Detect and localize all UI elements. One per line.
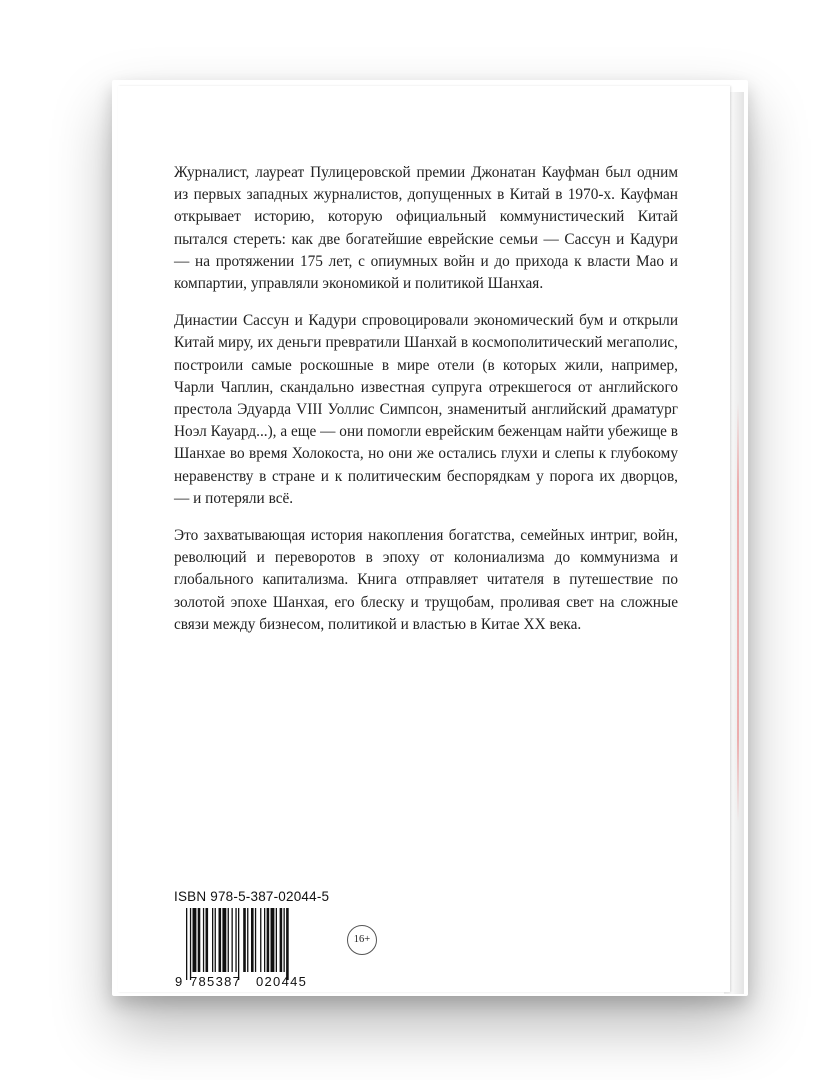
barcode-bar: [186, 908, 187, 980]
barcode-bar: [235, 908, 236, 972]
barcode-bar: [260, 908, 261, 972]
barcode-digits-left: 785387: [190, 974, 242, 988]
barcode-bar: [222, 908, 226, 972]
book-description: [174, 162, 678, 651]
barcode-bar: [203, 908, 204, 972]
barcode-bar: [193, 908, 197, 972]
page-edge-tint: [737, 402, 739, 822]
barcode-bar: [238, 908, 239, 980]
barcode-bar: [243, 908, 246, 972]
barcode-first-digit: 9: [175, 974, 183, 988]
barcode-bar: [271, 908, 275, 972]
book-back-cover: [118, 86, 730, 992]
isbn-label: ISBN 978-5-387-02044-5: [174, 889, 330, 904]
description-paragraph-1: Журналист, лауреат Пулицеровской премии Джонатан Кауфман был одним из первых западных журналистов, допущенных в Китай в 1970-х. Кауфман открывает историю, которую официальный коммунистический Китай пытался стереть: как две богатейшие еврейские семьи — Сассун и Кадури — на протяжении 175 лет, с опиумных войн и до прихода к власти Мао и компартии, управляли экономикой и политикой Шанхая.: [174, 164, 678, 293]
barcode-bar: [247, 908, 248, 972]
barcode-bar: [212, 908, 213, 972]
barcode-bar: [267, 908, 270, 972]
description-paragraph-3: Это захватывающая история накопления богатства, семейных интриг, войн, революций и переворотов в эпоху от колониализма до коммунизма и глобального капитализма. Книга отправляет читателя в путешествие по золотой эпохе Шанхая, его блеску и трущобам, проливая свет на сложные связи между бизнесом, политикой и властью в Китае XX века.: [174, 527, 678, 633]
barcode-bar: [219, 908, 222, 972]
barcode-bars: [186, 908, 289, 980]
barcode-bar: [276, 908, 277, 972]
barcode-digits-right: 020445: [256, 974, 308, 988]
barcode-bar: [251, 908, 254, 972]
barcode-bar: [206, 908, 209, 972]
barcode-bar: [286, 908, 289, 980]
barcode-bar: [215, 908, 216, 972]
barcode-bar: [198, 908, 201, 972]
barcode-bar: [228, 908, 229, 972]
barcode-bar: [264, 908, 265, 972]
barcode-bar: [280, 908, 283, 972]
barcode: [174, 908, 326, 988]
barcode-bar: [190, 908, 191, 980]
barcode-bar: [232, 908, 233, 972]
barcode-bar: [284, 908, 285, 972]
description-paragraph-2: Династии Сассун и Кадури спровоцировали экономический бум и открыли Китай миру, их деньги превратили Шанхай в космополитический мегаполис, построили самые роскошные в мире отели (в которых жили, например, Чарли Чаплин, скандально известная супруга отрекшегося от английского престола Эдуарда VIII Уоллис Симпсон, знаменитый английский драматург Ноэл Кауард...), а еще — они помогли еврейским беженцам найти убежище в Шанхае во время Холокоста, но они же остались глухи и слепы к глубокому неравенству в стране и к политическим беспорядкам у порога их дворцов, — и потеряли всё.: [174, 312, 678, 507]
age-rating-badge: 16+: [347, 925, 377, 955]
barcode-bar: [255, 908, 256, 972]
